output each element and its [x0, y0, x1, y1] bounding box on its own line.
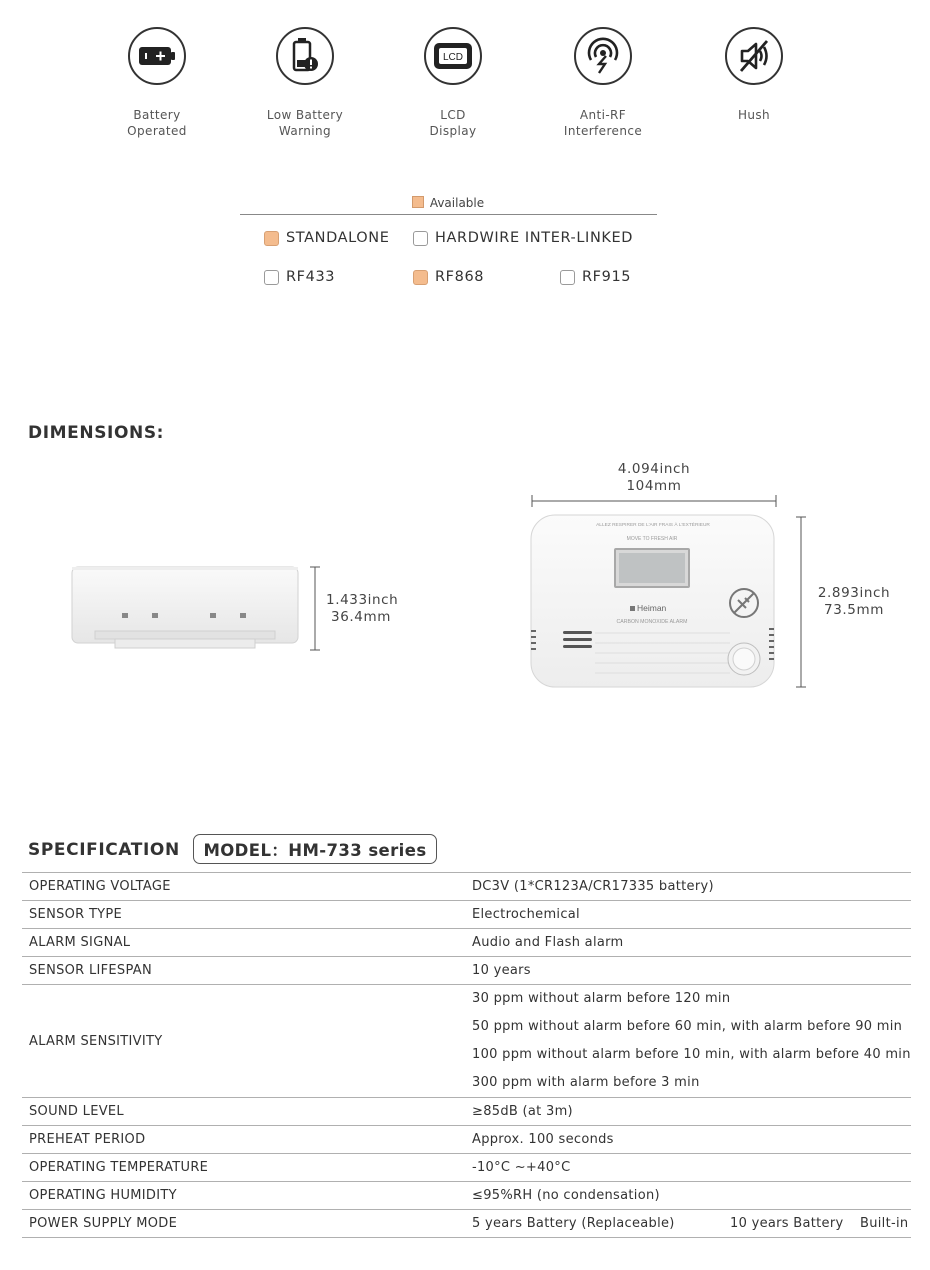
device-product: CARBON MONOXIDE ALARM — [616, 619, 688, 625]
spec-key: POWER SUPPLY MODE — [29, 1216, 178, 1231]
device-move-text: MOVE TO FRESH AIR — [626, 536, 678, 542]
hush-icon — [725, 27, 783, 85]
option-label: RF868 — [435, 269, 485, 285]
feature-label-line: Low Battery — [266, 108, 344, 122]
height-dimension-line — [794, 515, 808, 690]
option-label: STANDALONE — [286, 230, 390, 246]
option-rf915 — [560, 269, 631, 285]
spec-key: PREHEAT PERIOD — [29, 1132, 146, 1147]
depth-dimension-line — [308, 566, 322, 652]
width-mm: 104mm — [626, 478, 682, 494]
checkbox-unavailable — [264, 270, 279, 285]
spec-key: SOUND LEVEL — [29, 1104, 124, 1119]
lcd-icon-text: LCD — [442, 52, 464, 63]
depth-inch: 1.433inch — [326, 592, 399, 608]
device-top-text: ALLEZ RESPIRER DE L'AIR FRAIS À L'EXTÉRIEUR — [596, 523, 710, 528]
feature-label-line: Operated — [127, 124, 187, 138]
feature-label-line: Hush — [737, 108, 771, 122]
spec-value: Audio and Flash alarm — [472, 935, 624, 950]
specification-title: SPECIFICATION — [28, 840, 180, 860]
spec-key: OPERATING HUMIDITY — [29, 1188, 177, 1203]
option-standalone — [264, 230, 390, 246]
device-brand: Heiman — [637, 603, 667, 613]
feature-lcd-display — [388, 27, 518, 139]
spec-row-sensor-type — [22, 901, 911, 929]
spec-key: OPERATING TEMPERATURE — [29, 1160, 209, 1175]
battery-icon — [128, 27, 186, 85]
checkbox-available — [413, 270, 428, 285]
spec-row-operating-humidity — [22, 1182, 911, 1210]
height-inch: 2.893inch — [817, 585, 891, 601]
spec-row-sensor-lifespan — [22, 957, 911, 985]
option-label: HARDWIRE INTER-LINKED — [435, 230, 634, 246]
low-battery-icon — [276, 27, 334, 85]
spec-key: SENSOR TYPE — [29, 907, 123, 922]
spec-value: DC3V (1*CR123A/CR17335 battery) — [472, 879, 714, 894]
spec-row-operating-voltage — [22, 873, 911, 901]
feature-battery-operated — [92, 27, 222, 139]
dimensions-title: DIMENSIONS: — [28, 423, 165, 443]
spec-key: OPERATING VOLTAGE — [29, 879, 171, 894]
spec-value: 30 ppm without alarm before 120 min — [472, 991, 731, 1006]
feature-label-line: Anti-RF — [579, 108, 627, 122]
spec-value: 50 ppm without alarm before 60 min, with alarm before 90 min — [472, 1019, 903, 1034]
spec-value: Electrochemical — [472, 907, 580, 922]
feature-label-line: Interference — [563, 124, 643, 138]
depth-mm: 36.4mm — [331, 609, 391, 625]
spec-row-operating-temperature — [22, 1154, 911, 1182]
feature-label-line: LCD — [440, 108, 466, 122]
feature-anti-rf-interference — [538, 27, 668, 139]
spec-value: ≤95%RH (no condensation) — [472, 1188, 660, 1203]
spec-value: -10°C ~+40°C — [472, 1160, 571, 1175]
device-front-view — [525, 512, 780, 692]
spec-value: 300 ppm with alarm before 3 min — [472, 1075, 700, 1090]
spec-row-alarm-sensitivity — [22, 985, 911, 1098]
width-inch: 4.094inch — [617, 461, 691, 477]
spec-row-preheat-period — [22, 1126, 911, 1154]
option-label: RF915 — [582, 269, 632, 285]
available-swatch — [412, 196, 424, 208]
option-label: RF433 — [286, 269, 336, 285]
spec-row-alarm-signal — [22, 929, 911, 957]
availability-legend — [0, 196, 896, 210]
spec-key: SENSOR LIFESPAN — [29, 963, 152, 978]
legend-label: Available — [429, 196, 485, 210]
width-dimension-line — [530, 494, 780, 508]
feature-label-line: Battery — [133, 108, 181, 122]
spec-value: Approx. 100 seconds — [472, 1132, 614, 1147]
checkbox-available — [264, 231, 279, 246]
feature-low-battery-warning — [240, 27, 370, 139]
spec-table — [22, 872, 911, 1238]
model-badge: MODEL：HM-733 series — [193, 834, 437, 864]
checkbox-unavailable — [560, 270, 575, 285]
device-side-view — [60, 555, 330, 655]
spec-value: ≥85dB (at 3m) — [472, 1104, 573, 1119]
option-rf868 — [413, 269, 484, 285]
spec-row-sound-level — [22, 1098, 911, 1126]
option-hardwire-inter-linked — [413, 230, 633, 246]
spec-value: 10 years — [472, 963, 531, 978]
spec-value: Built-in — [860, 1216, 909, 1231]
spec-value-list — [465, 985, 911, 1098]
feature-label-line: Warning — [278, 124, 332, 138]
spec-value: 5 years Battery (Replaceable) — [472, 1216, 675, 1231]
depth-label — [326, 592, 399, 626]
height-label — [815, 585, 893, 619]
lcd-icon — [424, 27, 482, 85]
legend-divider — [240, 214, 657, 215]
spec-value: 100 ppm without alarm before 10 min, with alarm before 40 min — [472, 1047, 911, 1062]
spec-value-group — [465, 1210, 911, 1238]
spec-row-power-supply-mode — [22, 1210, 911, 1238]
height-mm: 73.5mm — [824, 602, 884, 618]
width-label — [604, 461, 704, 495]
option-rf433 — [264, 269, 335, 285]
anti-rf-icon — [574, 27, 632, 85]
feature-label-line: Display — [429, 124, 477, 138]
checkbox-unavailable — [413, 231, 428, 246]
spec-value: 10 years Battery — [730, 1216, 844, 1231]
spec-key: ALARM SENSITIVITY — [29, 1033, 163, 1049]
feature-hush — [689, 27, 819, 123]
spec-key: ALARM SIGNAL — [29, 935, 131, 950]
